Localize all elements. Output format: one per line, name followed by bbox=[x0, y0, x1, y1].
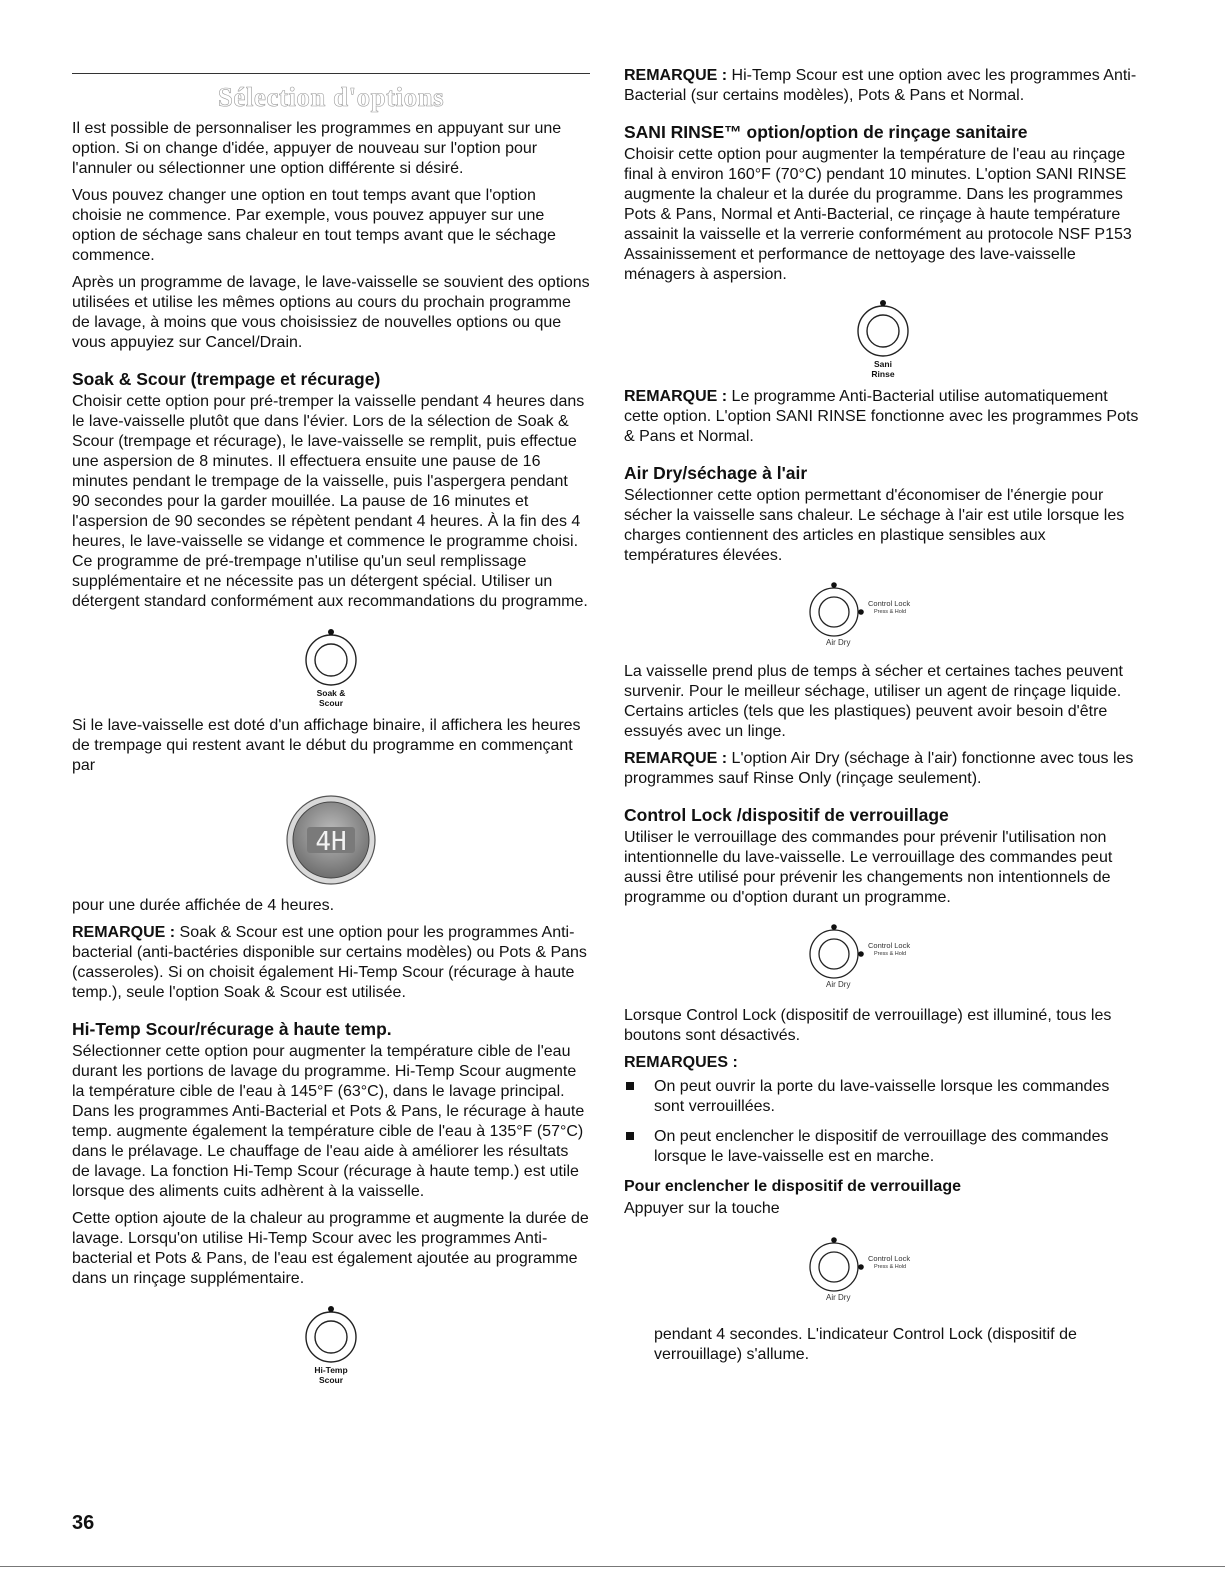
sani-rinse-label-1: Sani bbox=[874, 359, 892, 369]
digital-display-icon bbox=[285, 794, 377, 886]
lock-sub-heading: Pour enclencher le dispositif de verrouillage bbox=[624, 1178, 961, 1195]
list-item: On peut enclencher le dispositif de verrouillage des commandes lorsque le lave-vaisselle est en marche. bbox=[624, 1127, 1142, 1167]
hitemp-heading: Hi-Temp Scour/récurage à haute temp. bbox=[72, 1019, 392, 1039]
airdry-heading: Air Dry/séchage à l'air bbox=[624, 463, 808, 483]
soak-scour-button bbox=[72, 626, 590, 708]
hitemp-scour-label-2: Scour bbox=[318, 1375, 344, 1385]
airdry-note bbox=[624, 749, 1142, 789]
soak-scour-label-1: Soak & bbox=[316, 688, 346, 698]
right-column bbox=[624, 66, 1142, 1372]
lock-ctrl-label bbox=[868, 942, 910, 958]
airdry-ctrl-label-text: Control Lock bbox=[868, 599, 911, 608]
lock-knob-icon-2 bbox=[798, 1235, 878, 1297]
soak-heading: Soak & Scour (trempage et récurage) bbox=[72, 369, 381, 389]
hitemp-scour-knob-icon bbox=[301, 1303, 361, 1365]
display-value: 4H bbox=[315, 827, 347, 857]
hitemp-text-1: Sélectionner cette option pour augmenter la température cible de l'eau durant les portions de lavage du programme. Hi-Temp Scour augmente la température cible de l'eau à 145°F (63°C), dans le lavage principal. Dans les programmes Anti-Bacterial et Pots & Pans, le récurage à haute temp. augmente également la température cible de l'eau à 135°F (57°C) dans le prélavage. Le chauffage de l'eau aide à améliorer les résultats de lavage. La fonction Hi-Temp Scour (récurage à haute temp.) est utile lorsque des aliments cuits adhèrent à la vaisselle. bbox=[72, 1043, 585, 1200]
sani-rinse-button bbox=[624, 297, 1142, 379]
lock-knob-label: Air Dry bbox=[826, 980, 851, 989]
page-title: Sélection d'options bbox=[217, 82, 445, 112]
lock-ctrl-sub-2: Press & Hold bbox=[874, 1264, 907, 1270]
lock-text-2: Lorsque Control Lock (dispositif de verrouillage) est illuminé, tous les boutons sont désactivés. bbox=[624, 1007, 1112, 1044]
airdry-control-lock-button bbox=[798, 580, 968, 648]
sani-note bbox=[624, 387, 1142, 447]
lock-control-button bbox=[798, 922, 968, 990]
lock-control-button-2 bbox=[798, 1235, 968, 1303]
sani-rinse-label-2: Rinse bbox=[871, 369, 895, 379]
airdry-text: Sélectionner cette option permettant d'économiser de l'énergie pour sécher la vaisselle sans chaleur. Le séchage à l'air est utile lorsque les charges contiennent des articles en plastique sensibles aux températures élevées. bbox=[624, 487, 1125, 564]
hitemp-scour-button bbox=[72, 1303, 590, 1385]
lock-press-text: Appuyer sur la touche bbox=[624, 1200, 780, 1217]
soak-scour-knob-icon bbox=[301, 626, 361, 688]
lock-final-text: pendant 4 secondes. L'indicateur Control Lock (dispositif de verrouillage) s'allume. bbox=[654, 1326, 1077, 1363]
airdry-ctrl-label bbox=[868, 600, 910, 616]
page-number: 36 bbox=[72, 1512, 95, 1534]
airdry-text-2: La vaisselle prend plus de temps à sécher et certaines taches peuvent survenir. Pour le meilleur séchage, utiliser un agent de rinçage liquide. Certains articles (tels que les plastiques) peuvent avoir besoin d'être essuyés avec un linge. bbox=[624, 663, 1123, 740]
lock-heading: Control Lock /dispositif de verrouillage bbox=[624, 805, 949, 825]
lock-ctrl-label-text-2: Control Lock bbox=[868, 1254, 911, 1263]
intro-paragraph-3: Après un programme de lavage, le lave-vaisselle se souvient des options utilisées et utilise les mêmes options au cours du prochain programme de lavage, à moins que vous choisissiez de nouvelles options ou que vous appuyiez sur Cancel/Drain. bbox=[72, 274, 590, 351]
lock-knob-label-2: Air Dry bbox=[826, 1293, 851, 1302]
lock-ctrl-sub: Press & Hold bbox=[874, 951, 907, 957]
intro-paragraph-1: Il est possible de personnaliser les programmes en appuyant sur une option. Si on change d'idée, appuyer de nouveau sur l'option pour l'annuler ou sélectionner une option différente si désiré. bbox=[72, 120, 562, 177]
airdry-note-text: L'option Air Dry (séchage à l'air) fonctionne avec tous les programmes sauf Rinse Only (rinçage seulement). bbox=[624, 750, 1134, 787]
airdry-ctrl-sub: Press & Hold bbox=[874, 609, 907, 615]
top-rule bbox=[72, 73, 590, 74]
soak-note bbox=[72, 923, 590, 1003]
hitemp-text-2: Cette option ajoute de la chaleur au programme et augmente la durée de lavage. Lorsqu'on utilise Hi-Temp Scour avec les programmes Anti-bacterial et Pots & Pans, de l'eau est également ajoutée au programme dans un rinçage supplémentaire. bbox=[72, 1210, 589, 1287]
airdry-note-label: REMARQUE : bbox=[624, 750, 728, 767]
hitemp-note-label: REMARQUE : bbox=[624, 67, 728, 84]
lock-text: Utiliser le verrouillage des commandes pour prévenir l'utilisation non intentionnelle du lave-vaisselle. Le verrouillage des commandes peut aussi être utilisé pour prévenir les changements non intentionnels de programme ou d'option durant un programme. bbox=[624, 829, 1113, 906]
sani-heading: SANI RINSE™ option/option de rinçage sanitaire bbox=[624, 122, 1028, 142]
intro-paragraph-2: Vous pouvez changer une option en tout temps avant que l'option choisie ne commence. Par exemple, vous pouvez appuyer sur une option de séchage sans chaleur en tout temps avant que le séchage commence. bbox=[72, 187, 556, 264]
sani-rinse-knob-icon bbox=[853, 297, 913, 359]
binary-display bbox=[72, 794, 590, 886]
hitemp-note-text: Hi-Temp Scour est une option avec les programmes Anti-Bacterial (sur certains modèles), Pots & Pans et Normal. bbox=[624, 67, 1137, 104]
display-text: Si le lave-vaisselle est doté d'un affichage binaire, il affichera les heures de trempage qui restent avant le début du programme en commençant par bbox=[72, 717, 581, 774]
lock-notes-heading: REMARQUES : bbox=[624, 1054, 738, 1071]
soak-scour-label-2: Scour bbox=[318, 698, 344, 708]
airdry-knob-icon bbox=[798, 580, 878, 642]
list-item: On peut ouvrir la porte du lave-vaisselle lorsque les commandes sont verrouillées. bbox=[624, 1077, 1142, 1117]
hitemp-scour-label-1: Hi-Temp bbox=[314, 1365, 348, 1375]
lock-notes-list bbox=[624, 1077, 1142, 1167]
airdry-knob-label: Air Dry bbox=[826, 638, 851, 647]
after-display-text: pour une durée affichée de 4 heures. bbox=[72, 897, 335, 914]
lock-knob-icon bbox=[798, 922, 878, 984]
sani-note-text: Le programme Anti-Bacterial utilise automatiquement cette option. L'option SANI RINSE fonctionne avec les programmes Pots & Pans et Normal. bbox=[624, 388, 1139, 445]
left-column bbox=[72, 60, 590, 1393]
sani-note-label: REMARQUE : bbox=[624, 388, 728, 405]
hitemp-note bbox=[624, 66, 1142, 106]
sani-text: Choisir cette option pour augmenter la température de l'eau au rinçage final à environ 160°F (70°C) pendant 10 minutes. L'option SANI RINSE augmente la chaleur et la durée du programme. Dans les programmes Pots & Pans, Normal et Anti-Bacterial, ce rinçage à haute température assainit la vaisselle et la verrerie conformément au protocole NSF P153 Assainissement et performance de nettoyage des lave-vaisselle ménagers à aspersion. bbox=[624, 146, 1132, 283]
lock-ctrl-label-2 bbox=[868, 1255, 910, 1271]
soak-text: Choisir cette option pour pré-tremper la vaisselle pendant 4 heures dans le lave-vaisselle plutôt que dans l'évier. Lors de la sélection de Soak & Scour (trempage et récurage), le lave-vaisselle se remplit, puis effectue une aspersion de 8 minutes. Il effectuera ensuite une pause de 16 minutes pendant le trempage de la vaisselle, puis l'aspergera pendant 90 secondes pour la garder mouillée. La pause de 16 minutes et l'aspersion de 90 secondes se répètent pendant 4 heures. À la fin des 4 heures, le lave-vaisselle se vidange et commence le programme choisi. Ce programme de pré-trempage n'utilise qu'un seul remplissage supplémentaire et ne nécessite pas un détergent spécial. Utiliser un détergent standard conformément aux recommandations du programme. bbox=[72, 393, 588, 610]
soak-note-text: Soak & Scour est une option pour les programmes Anti-bacterial (anti-bactéries disponible sur certains modèles) ou Pots & Pans (casseroles). Si on choisit également Hi-Temp Scour (récurage à haute temp.), seule l'option Soak & Scour est utilisée. bbox=[72, 924, 587, 1001]
soak-note-label: REMARQUE : bbox=[72, 924, 176, 941]
lock-ctrl-label-text: Control Lock bbox=[868, 941, 911, 950]
bottom-rule bbox=[0, 1566, 1225, 1567]
